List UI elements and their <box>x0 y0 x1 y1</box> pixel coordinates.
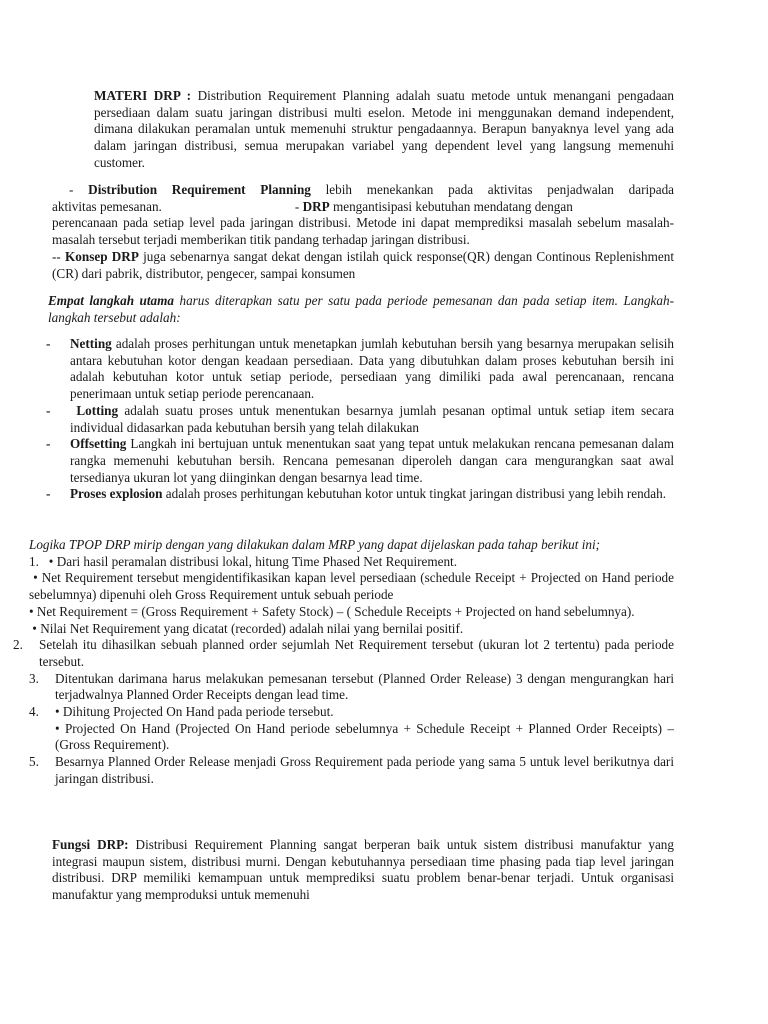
logika-step-3: 3. Ditentukan darimana harus melakukan pemesanan tersebut (Planned Order Release) 3 dengan mengurangkan hari terjadwalnya Planned Order Receipts dengan lead time. <box>29 670 674 703</box>
drp-paragraph <box>52 182 674 282</box>
logika-step-2: 2. Setelah itu dihasilkan sebuah planned order sejumlah Net Requirement tersebut (ukuran lot 2 tertentu) pada periode tersebut. <box>13 637 674 669</box>
empat-langkah-paragraph: Empat langkah utama harus diterapkan satu per satu pada periode pemesanan dan pada setiap item. Langkah-langkah tersebut adalah: <box>48 293 674 325</box>
list-item: - Proses explosion adalah proses perhitungan kebutuhan kotor untuk tingkat jaringan distribusi yang lebih rendah. <box>46 486 667 502</box>
logika-step-1b: • Net Requirement tersebut mengidentifikasikan kapan level persediaan (schedule Receipt + Projected on Hand periode sebelumnya) dipenuhi oleh Gross Requirement untuk sebuah periode <box>29 570 675 603</box>
materi-paragraph <box>94 88 674 172</box>
empat-term: Empat langkah utama <box>48 293 174 308</box>
drp-term-2: DRP <box>302 198 330 214</box>
list-item: - Lotting adalah suatu proses untuk menentukan besarnya jumlah pesanan optimal untuk setiap item secara individual didasarkan pada kebutuhan bersih yang telah dilakukan <box>46 402 674 435</box>
fungsi-paragraph: Fungsi DRP: Distribusi Requirement Planning sangat berperan baik untuk sistem distribusi manufaktur yang integrasi maupun sistem, distribusi murni. Dengan kebutuhannya persediaan time phasing pada tiap level jaringan distribusi. DRP memiliki kemampuan untuk memprediksi suatu problem benar-benar terjadi. Untuk organisasi manufaktur yang memproduksi untuk memenuhi <box>52 837 674 903</box>
logika-step-1d: • Nilai Net Requirement yang dicatat (recorded) adalah nilai yang bernilai positif. <box>32 620 464 636</box>
logika-step-5: 5. Besarnya Planned Order Release menjadi Gross Requirement pada periode yang sama 5 untuk level berikutnya dari jaringan distribusi. <box>29 754 674 786</box>
materi-text: Distribution Requirement Planning adalah suatu metode untuk menangani pengadaan persediaan dalam suatu jaringan distribusi multi eselon. Metode ini menggunakan demand independent, dimana dilakukan peramalan untuk memenuhi struktur pengadaannya. Berapun banyaknya level yang ada dalam jaringan distribusi, semua merupakan variabel yang dependent level yang langsung memenuhi customer. <box>94 88 674 170</box>
steps-list <box>46 336 674 503</box>
list-item: - Offsetting Langkah ini bertujuan untuk menentukan saat yang tepat untuk melakukan rencana pemesanan dalam rangka memenuhi kebutuhan bersih. Rencana pemesanan diperoleh dangan cara mengurangkan saat awal tersedianya ukuran lot yang diinginkan dengan besarnya lead time. <box>46 436 674 485</box>
logika-step-1c: • Net Requirement = (Gross Requirement + Safety Stock) – ( Schedule Receipts + Projected on hand sebelumnya). <box>29 603 635 619</box>
materi-label: MATERI DRP : <box>94 88 192 103</box>
list-item: - Netting adalah proses perhitungan untuk menetapkan jumlah kebutuhan bersih yang besarnya merupakan selisih antara kebutuhan kotor dengan keadaan persediaan. Data yang dibutuhkan dalam proses kebutuhan bersih ini adalah kebutuhan kotor untuk setiap periode, persediaan yang dimiliki pada awal perencanaan, rencana penerimaan untuk setiap periode perencanaan. <box>46 336 675 402</box>
drp-line-2: aktivitas pemesanan. - DRP mengantisipasi kebutuhan mendatang dengan <box>52 198 573 214</box>
drp-term-3: Konsep DRP <box>65 248 139 264</box>
logika-section <box>13 537 675 788</box>
logika-step-1: 1. • Dari hasil peramalan distribusi lokal, hitung Time Phased Net Requirement. <box>29 553 458 569</box>
fungsi-label: Fungsi DRP: <box>52 837 129 852</box>
drp-term-1: Distribution Requirement Planning <box>88 182 311 197</box>
logika-intro: Logika TPOP DRP mirip dengan yang dilakukan dalam MRP yang dapat dijelaskan pada tahap berikut ini; <box>29 537 601 552</box>
drp-line-4: -- Konsep DRP juga sebenarnya sangat dekat dengan istilah quick response(QR) dengan Continous Replenishment (CR) dari pabrik, distributor, pengecer, sampai konsumen <box>52 248 674 281</box>
drp-line-1: - Distribution Requirement Planning lebih menekankan pada aktivitas penjadwalan daripada <box>69 182 675 197</box>
drp-line-3: perencanaan pada setiap level pada jaringan distribusi. Metode ini dapat memprediksi masalah sebelum masalah-masalah tersebut terjadi memberikan titik pandang terhadap jaringan distribusi. <box>52 215 674 248</box>
logika-step-4: 4. • Dihitung Projected On Hand pada periode tersebut. • Projected On Hand (Projected On Hand periode sebelumnya + Schedule Receipt + Planned Order Receipts) – (Gross Requirement). <box>29 704 674 753</box>
